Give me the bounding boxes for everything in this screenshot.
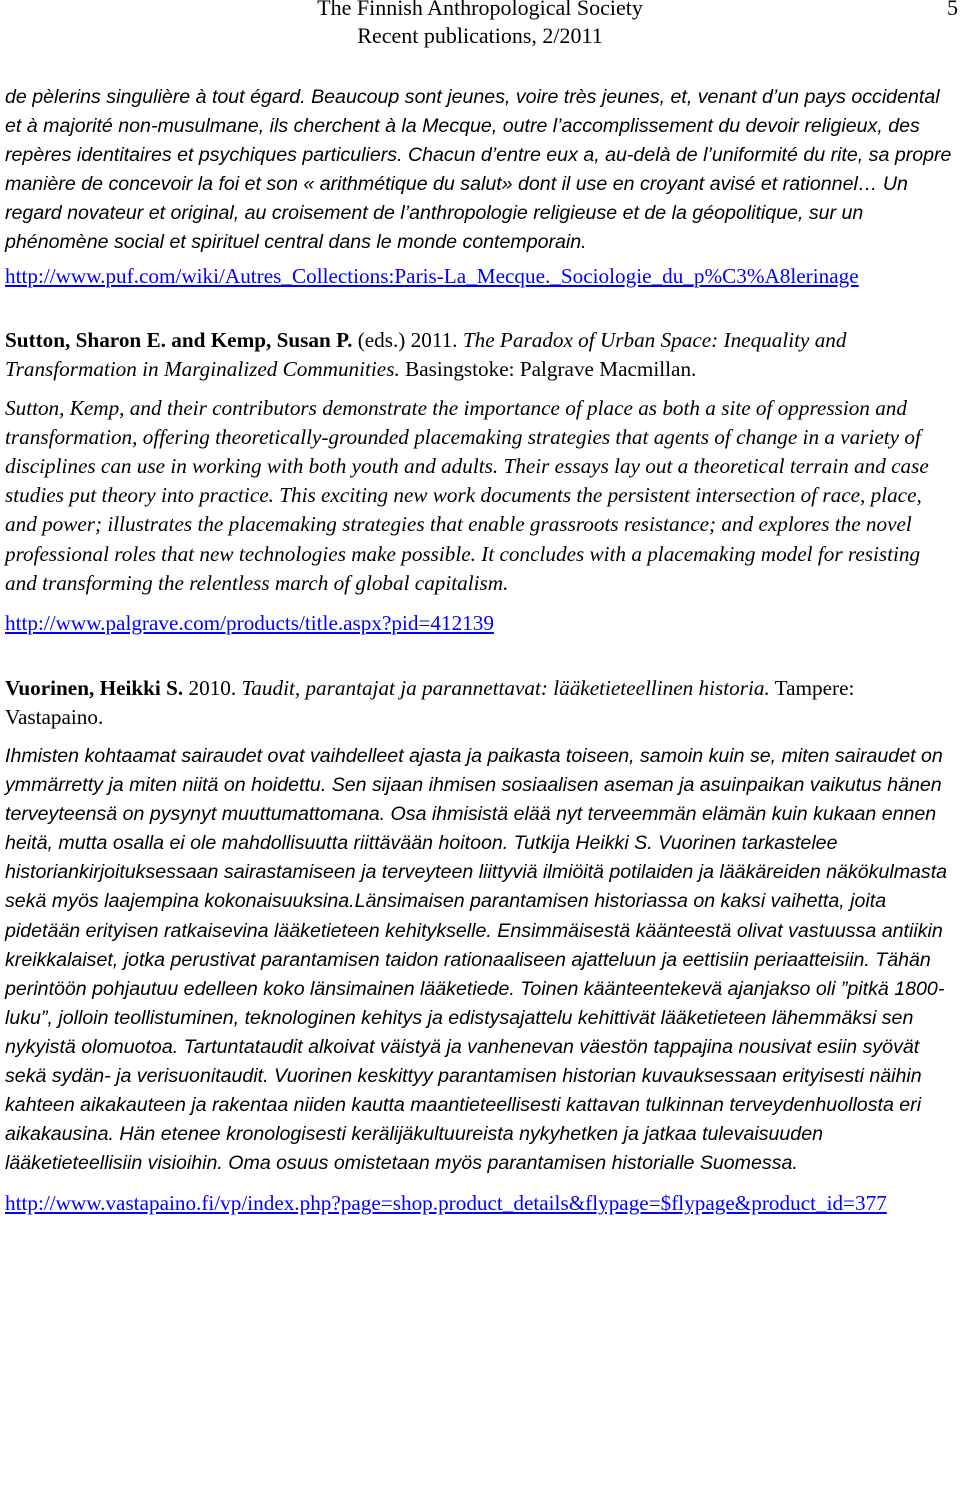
entry-title: The Paradox of Urban Space: Inequality and Transformation in Marginalized Communities. (5, 327, 847, 381)
entry-year: (eds.) 2011. (357, 327, 458, 352)
entry-authors: Vuorinen, Heikki S. (5, 675, 184, 700)
entry-year: 2010. (188, 675, 237, 700)
entry-citation-vuorinen (5, 674, 957, 732)
entry-abstract-sutton-kemp: Sutton, Kemp, and their contributors demonstrate the importance of place as both a site of oppression and transformation, offering theoretically-grounded placemaking strategies that agents of change in a variety of disciplines can use in working with both youth and adults. Their essays lay out a theoretical terrain and case studies put theory into practice. This exciting new work documents the persistent intersection of race, place, and power; illustrates the placemaking strategies that enable grassroots resistance; and explores the novel professional roles that new technologies make possible. It concludes with a placemaking model for resisting and transforming the relentless march of global capitalism. (5, 395, 929, 595)
entry-link-palgrave[interactable]: http://www.palgrave.com/products/title.aspx?pid=412139 (5, 610, 494, 635)
header-subtitle: Recent publications, 2/2011 (357, 23, 603, 48)
entry-link-vastapaino[interactable]: http://www.vastapaino.fi/vp/index.php?page=shop.product_details&flypage=$flypage&product_id=377 (5, 1191, 887, 1216)
entry-publisher: Tampere: Vastapaino. (5, 675, 855, 729)
entry-authors: Sutton, Sharon E. and Kemp, Susan P. (5, 327, 353, 352)
header-society: The Finnish Anthropological Society (317, 0, 643, 20)
page-content (5, 83, 957, 1217)
entry-citation-sutton-kemp (5, 326, 957, 384)
entry-publisher: Basingstoke: Palgrave Macmillan. (405, 356, 697, 381)
entry-abstract-vuorinen: Ihmisten kohtaamat sairaudet ovat vaihdelleet ajasta ja paikasta toiseen, samoin kuin se, miten sairaudet on ymmärretty ja miten niitä on hoidettu. Sen sijaan ihmisen sosiaalisen aseman ja asuinpaikan vaikutus hänen terveyteensä on pysynyt muuttumattomana. Osa ihmisistä elää nyt terveemmän elämän kuin kukaan ennen heitä, mutta osalla ei ole mahdollisuutta riittävään hoitoon. Tutkija Heikki S. Vuorinen tarkastelee historiankirjoituksessaan sairastamiseen ja terveyteen liittyviä ilmiöitä potilaiden ja lääkäreiden näkökulmasta sekä myös laajempina kokonaisuuksina.Länsimaisen parantamisen historiassa on kaksi vaihetta, joita pidetään erityisen ratkaisevina lääketieteen kehitykselle. Ensimmäisestä käänteestä olivat vastuussa antiikin kreikkalaiset, jotka perustivat parantamisen taidon rationaaliseen ajatteluun ja eettisiin periaatteisiin. Tähän perintöön pohjautuu edelleen koko länsimainen lääketiede. Toinen käänteentekevä ajanjakso oli ”pitkä 1800-luku”, jolloin teollistuminen, teknologinen kehitys ja edistysajattelu kehittivät lääketieteen lähemmäksi sen nykyistä olomuotoa. Tartuntataudit alkoivat väistyä ja vanhenevan väestön tappajina nousivat esiin syövät sekä sydän- ja verisuonitaudit. Vuorinen keskittyy parantamisen historian kuvauksessaan erityisesti näihin kahteen aikakauteen ja rakentaa niiden kautta maantieteellisesti kattavan tulkinnan terveydenhuollosta eri aikakausina. Hän etenee kronologisesti kerälijäkultuureista nykyhetken ja jatkaa tulevaisuuden lääketieteellisiin visioihin. Oma osuus omistetaan myös parantamisen historialle Suomessa. (5, 744, 948, 1175)
entry-title: Taudit, parantajat ja parannettavat: lääketieteellinen historia. (241, 675, 770, 700)
header-title-block (230, 0, 730, 50)
page-number: 5 (947, 0, 958, 20)
entry-link-puf[interactable]: http://www.puf.com/wiki/Autres_Collections:Paris-La_Mecque._Sociologie_du_p%C3%A8lerinage (5, 263, 859, 288)
entry-abstract-paris-la-mecque: de pèlerins singulière à tout égard. Beaucoup sont jeunes, voire très jeunes, et, venant d’un pays occidental et à majorité non-musulmane, ils cherchent à la Mecque, outre l’accomplissement du devoir religieux, des repères identitaires et psychiques particuliers. Chacun d’entre eux a, au-delà de l’uniformité du rite, sa propre manière de concevoir la foi et son « arithmétique du salut» dont il use en croyant avisé et rationnel… Un regard novateur et original, au croisement de l’anthropologie religieuse et de la géopolitique, sur un phénomène social et spirituel central dans le monde contemporain. (5, 86, 952, 254)
